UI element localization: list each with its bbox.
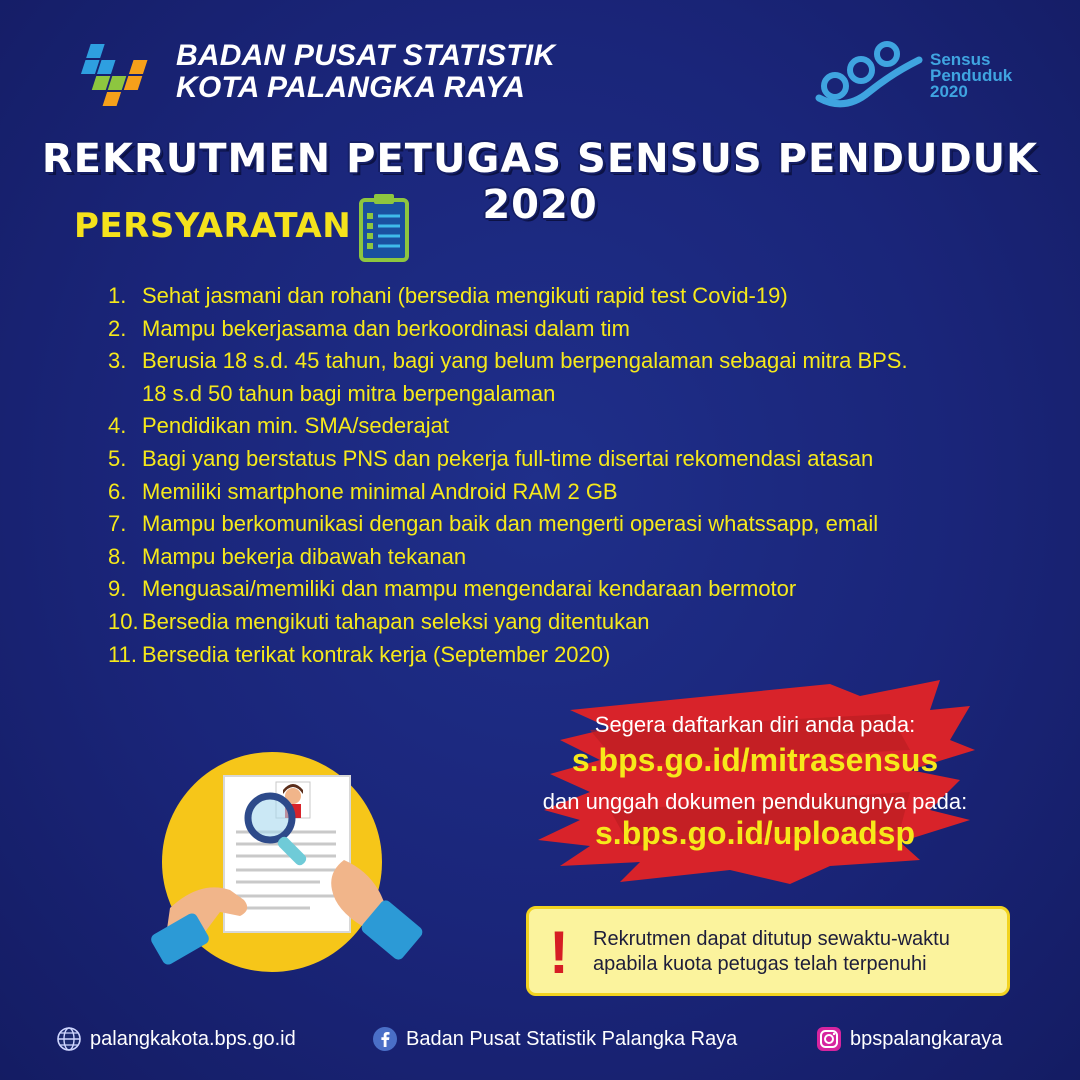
item-text: Bagi yang berstatus PNS dan pekerja full-time disertai rekomendasi atasan [142, 445, 874, 471]
census-logo-line-1: Sensus [930, 50, 991, 69]
item-text: Mampu bekerjasama dan berkoordinasi dalam tim [142, 315, 630, 341]
org-line-1: BADAN PUSAT STATISTIK [176, 39, 556, 72]
list-item [108, 639, 908, 672]
instagram-text: bpspalangkaraya [850, 1027, 1003, 1050]
item-text: Mampu berkomunikasi dengan baik dan mengerti operasi whatssapp, email [142, 511, 879, 537]
document-review-illustration-icon [140, 740, 430, 1000]
item-text: Pendidikan min. SMA/sederajat [142, 413, 449, 439]
warning-icon: ! [549, 919, 569, 986]
website-text: palangkakota.bps.go.id [90, 1027, 296, 1050]
item-text: Berusia 18 s.d. 45 tahun, bagi yang belum berpengalaman sebagai mitra BPS. 18 s.d 50 tahun bagi mitra berpengalaman [142, 348, 908, 406]
section-heading: PERSYARATAN [74, 206, 352, 246]
item-number: 8. [108, 543, 127, 569]
item-number: 10. [108, 608, 139, 634]
notice-line-1: Rekrutmen dapat ditutup sewaktu-waktu [593, 928, 950, 950]
item-text: Bersedia mengikuti tahapan seleksi yang ditentukan [142, 608, 650, 634]
item-number: 6. [108, 478, 127, 504]
item-text: Bersedia terikat kontrak kerja (September 2020) [142, 641, 611, 667]
item-number: 5. [108, 445, 127, 471]
item-number: 1. [108, 283, 127, 308]
item-number: 11. [108, 641, 137, 667]
bps-logo-icon [68, 40, 160, 110]
item-number: 7. [108, 511, 127, 537]
list-item [108, 606, 908, 639]
globe-icon [56, 1026, 82, 1052]
instagram-icon [816, 1026, 842, 1052]
requirements-list [108, 280, 908, 671]
footer-instagram[interactable] [816, 1026, 1002, 1052]
census-logo-line-3: 2020 [930, 82, 968, 101]
list-item [108, 280, 908, 313]
clipboard-icon [358, 192, 410, 262]
notice-text [593, 927, 950, 977]
list-item [108, 476, 908, 509]
list-item [108, 313, 908, 346]
item-number: 3. [108, 348, 127, 374]
register-link[interactable]: s.bps.go.id/mitrasensus [571, 742, 939, 778]
org-name [176, 40, 555, 104]
list-item [108, 508, 908, 541]
census-logo-line-2: Penduduk [930, 66, 1013, 85]
org-line-2: KOTA PALANGKA RAYA [176, 71, 526, 104]
closing-notice [526, 906, 1010, 996]
list-item [108, 345, 908, 410]
item-number: 4. [108, 413, 127, 439]
facebook-text: Badan Pusat Statistik Palangka Raya [406, 1027, 738, 1050]
footer-website[interactable] [56, 1026, 296, 1052]
item-number: 2. [108, 315, 127, 341]
item-text: Mampu bekerja dibawah tekanan [142, 543, 467, 569]
item-number: 9. [108, 576, 127, 602]
cta-upload-text: dan unggah dokumen pendukungnya pada: [542, 789, 968, 814]
notice-line-2: apabila kuota petugas telah terpenuhi [593, 953, 927, 975]
item-text: Memiliki smartphone minimal Android RAM 2 GB [142, 478, 618, 504]
item-text: Sehat jasmani dan rohani (bersedia mengikuti rapid test Covid-19) [142, 283, 788, 308]
list-item [108, 443, 908, 476]
upload-link[interactable]: s.bps.go.id/uploadsp [595, 815, 915, 851]
list-item [108, 541, 908, 574]
red-brush-splash [530, 670, 980, 890]
page-title: REKRUTMEN PETUGAS SENSUS PENDUDUK 2020 [41, 136, 1039, 228]
facebook-icon [372, 1026, 398, 1052]
item-text: Menguasai/memiliki dan mampu mengendarai kendaraan bermotor [142, 576, 797, 602]
footer-facebook[interactable] [372, 1026, 737, 1052]
list-item [108, 573, 908, 606]
census-logo-text [930, 52, 1012, 100]
census-logo-icon [815, 40, 925, 110]
list-item [108, 410, 908, 443]
cta-register-text: Segera daftarkan diri anda pada: [594, 712, 916, 737]
